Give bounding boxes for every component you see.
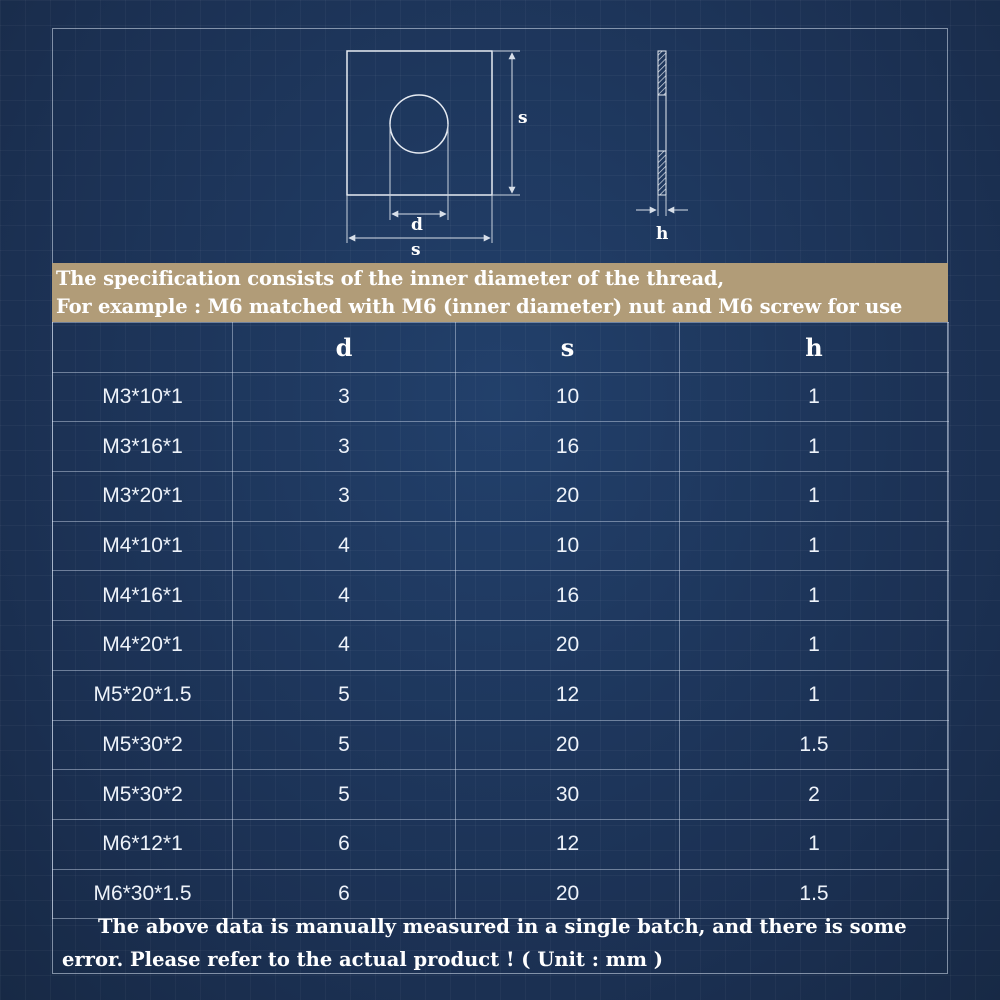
cell-s: 16 (456, 422, 680, 472)
washer-front-square (347, 51, 492, 195)
cell-d: 5 (233, 720, 456, 770)
table-row (53, 521, 949, 571)
table-row (53, 670, 949, 720)
cell-s: 16 (456, 571, 680, 621)
cell-d: 4 (233, 621, 456, 671)
table-header-row (53, 323, 949, 373)
cell-s: 10 (456, 521, 680, 571)
footnote (62, 910, 942, 976)
s-width-label: s (411, 240, 421, 260)
cell-d: 4 (233, 521, 456, 571)
cell-s: 20 (456, 869, 680, 919)
cell-s: 30 (456, 770, 680, 820)
table-row (53, 621, 949, 671)
cell-model: M3*20*1 (53, 472, 233, 522)
cell-h: 1 (680, 521, 949, 571)
cell-h: 1.5 (680, 720, 949, 770)
cell-d: 5 (233, 770, 456, 820)
cell-d: 6 (233, 819, 456, 869)
table-row (53, 770, 949, 820)
cell-model: M5*30*2 (53, 770, 233, 820)
cell-model: M6*30*1.5 (53, 869, 233, 919)
cell-model: M6*12*1 (53, 819, 233, 869)
spec-table (52, 322, 949, 919)
table-body (53, 372, 949, 919)
column-header-d: d (233, 323, 456, 373)
table-row (53, 372, 949, 422)
cell-model: M3*16*1 (53, 422, 233, 472)
spec-banner (52, 263, 948, 322)
cell-s: 12 (456, 819, 680, 869)
cell-h: 2 (680, 770, 949, 820)
cell-d: 5 (233, 670, 456, 720)
footnote-line-2: error. Please refer to the actual product ! ( Unit : mm ) (62, 948, 663, 971)
cell-model: M5*30*2 (53, 720, 233, 770)
banner-line-1: The specification consists of the inner diameter of the thread, (56, 267, 724, 290)
cell-d: 4 (233, 571, 456, 621)
cell-s: 10 (456, 372, 680, 422)
cell-d: 6 (233, 869, 456, 919)
cell-model: M4*10*1 (53, 521, 233, 571)
cell-h: 1.5 (680, 869, 949, 919)
washer-diagram (0, 0, 1000, 262)
column-header-s: s (456, 323, 680, 373)
cell-h: 1 (680, 472, 949, 522)
cell-model: M4*16*1 (53, 571, 233, 621)
cell-d: 3 (233, 372, 456, 422)
footnote-line-1: The above data is manually measured in a single batch, and there is some (98, 915, 907, 938)
cell-h: 1 (680, 422, 949, 472)
cell-model: M5*20*1.5 (53, 670, 233, 720)
d-label: d (411, 215, 423, 235)
washer-hole (390, 95, 448, 153)
cell-h: 1 (680, 372, 949, 422)
column-header-h: h (680, 323, 949, 373)
cell-h: 1 (680, 819, 949, 869)
table-row (53, 422, 949, 472)
cell-s: 20 (456, 472, 680, 522)
banner-line-2: For example : M6 matched with M6 (inner diameter) nut and M6 screw for use (56, 295, 903, 318)
cell-model: M3*10*1 (53, 372, 233, 422)
s-height-label: s (518, 108, 528, 128)
table-row (53, 571, 949, 621)
cell-s: 20 (456, 621, 680, 671)
cell-h: 1 (680, 621, 949, 671)
washer-side-bottom (658, 151, 666, 195)
cell-s: 12 (456, 670, 680, 720)
cell-h: 1 (680, 670, 949, 720)
table-row (53, 472, 949, 522)
cell-d: 3 (233, 422, 456, 472)
column-header-model (53, 323, 233, 373)
cell-s: 20 (456, 720, 680, 770)
washer-side-top (658, 51, 666, 95)
table-row (53, 720, 949, 770)
table-row (53, 819, 949, 869)
cell-d: 3 (233, 472, 456, 522)
cell-h: 1 (680, 571, 949, 621)
cell-model: M4*20*1 (53, 621, 233, 671)
h-label: h (656, 224, 669, 244)
